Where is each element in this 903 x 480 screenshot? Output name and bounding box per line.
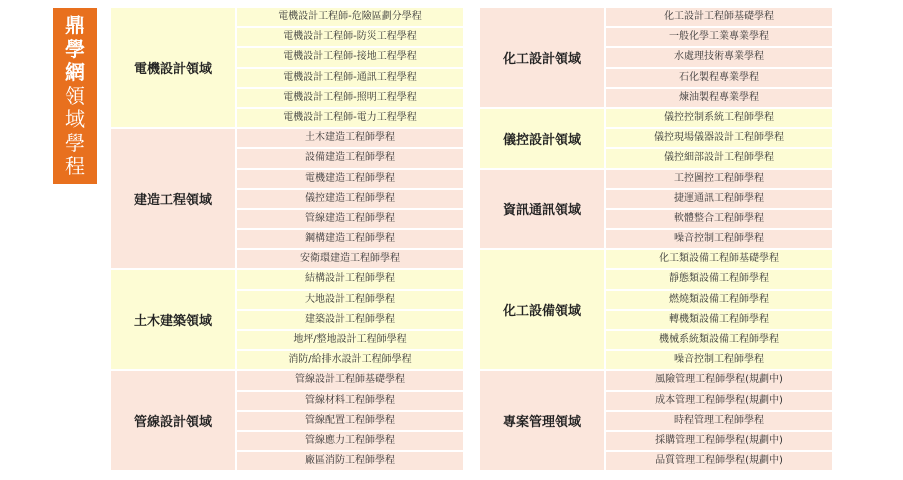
- program-link[interactable]: 儀控現場儀器設計工程師學程: [606, 129, 832, 149]
- program-list: [237, 371, 463, 472]
- program-link[interactable]: 機械系統類設備工程師學程: [606, 331, 832, 351]
- domain-label[interactable]: 儀控設計領域: [480, 109, 604, 170]
- badge-char: 域: [65, 107, 85, 131]
- program-link[interactable]: 廠區消防工程師學程: [237, 452, 463, 472]
- program-list: [237, 129, 463, 270]
- program-link[interactable]: 化工設計工程師基礎學程: [606, 8, 832, 28]
- program-link[interactable]: 電機設計工程師-接地工程學程: [237, 48, 463, 68]
- program-link[interactable]: 石化製程專業學程: [606, 69, 832, 89]
- domain-group: [480, 371, 832, 472]
- program-link[interactable]: 電機設計工程師-防災工程學程: [237, 28, 463, 48]
- program-list: [237, 270, 463, 371]
- program-link[interactable]: 捷運通訊工程師學程: [606, 190, 832, 210]
- program-link[interactable]: 結構設計工程師學程: [237, 270, 463, 290]
- program-link[interactable]: 轉機類設備工程師學程: [606, 311, 832, 331]
- program-link[interactable]: 管線配置工程師學程: [237, 412, 463, 432]
- program-list: [606, 8, 832, 109]
- domain-group: [480, 109, 832, 170]
- program-link[interactable]: 電機設計工程師-照明工程學程: [237, 89, 463, 109]
- program-link[interactable]: 土木建造工程師學程: [237, 129, 463, 149]
- domain-group: [480, 250, 832, 371]
- program-link[interactable]: 設備建造工程師學程: [237, 149, 463, 169]
- program-link[interactable]: 儀控控制系統工程師學程: [606, 109, 832, 129]
- program-link[interactable]: 風險管理工程師學程(規劃中): [606, 371, 832, 391]
- program-link[interactable]: 電機建造工程師學程: [237, 170, 463, 190]
- program-list: [237, 8, 463, 129]
- domain-group: [111, 8, 463, 129]
- program-link[interactable]: 電機設計工程師-通訊工程學程: [237, 69, 463, 89]
- page-title-badge: [53, 8, 97, 184]
- program-link[interactable]: 時程管理工程師學程: [606, 412, 832, 432]
- program-link[interactable]: 燃燒類設備工程師學程: [606, 291, 832, 311]
- program-link[interactable]: 儀控建造工程師學程: [237, 190, 463, 210]
- domain-label[interactable]: 資訊通訊領域: [480, 170, 604, 251]
- program-link[interactable]: 軟體整合工程師學程: [606, 210, 832, 230]
- domain-group: [111, 270, 463, 371]
- domain-label[interactable]: 化工設計領域: [480, 8, 604, 109]
- program-link[interactable]: 噪音控制工程師學程: [606, 351, 832, 371]
- badge-char: 程: [65, 154, 85, 178]
- program-link[interactable]: 管線應力工程師學程: [237, 432, 463, 452]
- program-link[interactable]: 電機設計工程師-電力工程學程: [237, 109, 463, 129]
- domain-group: [111, 129, 463, 270]
- program-link[interactable]: 管線設計工程師基礎學程: [237, 371, 463, 391]
- program-link[interactable]: 消防/給排水設計工程師學程: [237, 351, 463, 371]
- program-link[interactable]: 工控圖控工程師學程: [606, 170, 832, 190]
- domain-group: [480, 8, 832, 109]
- badge-char: 學: [65, 36, 85, 61]
- program-link[interactable]: 水處理技術專業學程: [606, 48, 832, 68]
- badge-char: 網: [65, 60, 85, 84]
- program-link[interactable]: 儀控細部設計工程師學程: [606, 149, 832, 169]
- program-link[interactable]: 成本管理工程師學程(規劃中): [606, 392, 832, 412]
- program-link[interactable]: 地坪/整地設計工程師學程: [237, 331, 463, 351]
- badge-char: 領: [65, 83, 85, 108]
- program-link[interactable]: 煉油製程專業學程: [606, 89, 832, 109]
- domain-label[interactable]: 專案管理領域: [480, 371, 604, 472]
- program-link[interactable]: 大地設計工程師學程: [237, 291, 463, 311]
- program-link[interactable]: 採購管理工程師學程(規劃中): [606, 432, 832, 452]
- program-link[interactable]: 一般化學工業專業學程: [606, 28, 832, 48]
- program-link[interactable]: 化工類設備工程師基礎學程: [606, 250, 832, 270]
- program-link[interactable]: 電機設計工程師-危險區劃分學程: [237, 8, 463, 28]
- badge-char: 學: [65, 130, 85, 155]
- right-domain-column: [480, 8, 832, 472]
- program-link[interactable]: 品質管理工程師學程(規劃中): [606, 452, 832, 472]
- program-link[interactable]: 靜態類設備工程師學程: [606, 270, 832, 290]
- domain-label[interactable]: 建造工程領域: [111, 129, 235, 270]
- program-link[interactable]: 鋼構建造工程師學程: [237, 230, 463, 250]
- badge-char: 鼎: [65, 13, 85, 37]
- domain-group: [111, 371, 463, 472]
- program-list: [606, 371, 832, 472]
- domain-group: [480, 170, 832, 251]
- program-list: [606, 170, 832, 251]
- program-link[interactable]: 噪音控制工程師學程: [606, 230, 832, 250]
- domain-label[interactable]: 土木建築領域: [111, 270, 235, 371]
- program-link[interactable]: 建築設計工程師學程: [237, 311, 463, 331]
- domain-label[interactable]: 管線設計領域: [111, 371, 235, 472]
- program-list: [606, 250, 832, 371]
- program-link[interactable]: 管線材料工程師學程: [237, 392, 463, 412]
- domain-label[interactable]: 化工設備領域: [480, 250, 604, 371]
- domain-label[interactable]: 電機設計領域: [111, 8, 235, 129]
- program-link[interactable]: 管線建造工程師學程: [237, 210, 463, 230]
- program-list: [606, 109, 832, 170]
- left-domain-column: [111, 8, 463, 472]
- program-link[interactable]: 安衛環建造工程師學程: [237, 250, 463, 270]
